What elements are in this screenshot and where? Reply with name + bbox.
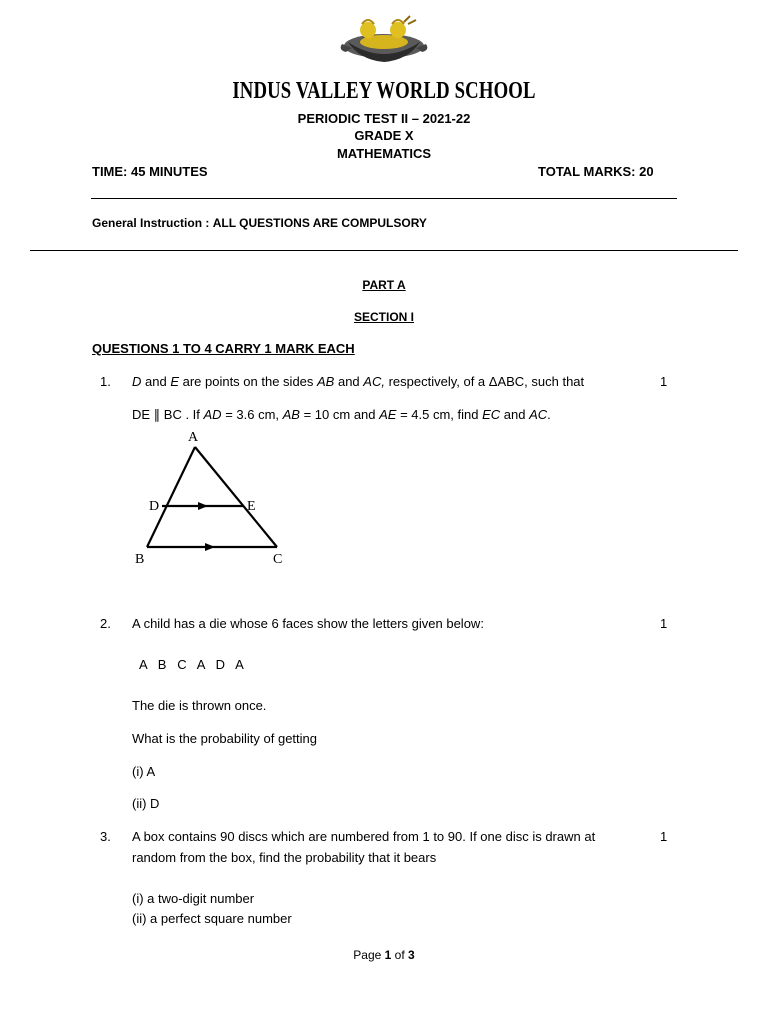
var-ab: AB xyxy=(282,407,300,422)
var-ec: EC xyxy=(482,407,501,422)
school-logo xyxy=(338,14,430,72)
exam-time: TIME: 45 MINUTES xyxy=(92,164,208,179)
var-d: D xyxy=(132,374,142,389)
question-3-part-ii: (ii) a perfect square number xyxy=(132,911,292,926)
instruction-label: General Instruction : xyxy=(92,216,210,230)
var-e: E xyxy=(170,374,179,389)
page-of: of xyxy=(391,948,409,962)
die-letters: A B C A D A xyxy=(139,657,244,672)
question-2-marks: 1 xyxy=(660,616,668,631)
question-heading: QUESTIONS 1 TO 4 CARRY 1 MARK EACH xyxy=(92,341,355,356)
var-ac: AC, xyxy=(363,374,385,389)
question-2-part-ii: (ii) D xyxy=(132,796,160,811)
text: = 3.6 cm, xyxy=(221,407,283,422)
side-ab xyxy=(147,447,195,547)
page-number xyxy=(0,948,768,962)
header-divider xyxy=(91,198,677,199)
school-name: INDUS VALLEY WORLD SCHOOL xyxy=(232,78,536,104)
page-total: 3 xyxy=(408,948,415,962)
grade: GRADE X xyxy=(354,128,414,143)
page-prefix: Page xyxy=(353,948,385,962)
text: DE ∥ BC . If xyxy=(132,407,204,422)
arrow-bc xyxy=(205,543,215,551)
question-3-number: 3. xyxy=(100,829,111,844)
label-d: D xyxy=(149,499,160,514)
question-1-number: 1. xyxy=(100,374,111,389)
text: = 10 cm and xyxy=(299,407,380,422)
instruction-text: ALL QUESTIONS ARE COMPULSORY xyxy=(212,216,427,230)
page-current: 1 xyxy=(384,948,392,962)
label-b: B xyxy=(135,552,145,567)
text: and xyxy=(500,407,530,422)
school-name-wrap xyxy=(0,78,768,105)
arrow-de xyxy=(198,502,208,510)
question-3-marks: 1 xyxy=(660,829,668,844)
label-a: A xyxy=(188,430,199,445)
triangle-figure xyxy=(125,425,295,575)
test-name: PERIODIC TEST II – 2021-22 xyxy=(297,111,471,126)
question-2-text: A child has a die whose 6 faces show the letters given below: xyxy=(132,616,484,631)
question-1-line-2 xyxy=(132,407,551,423)
question-3-line-1: A box contains 90 discs which are numbered from 1 to 90. If one disc is drawn at xyxy=(132,829,596,844)
text: and xyxy=(141,374,171,389)
text: and xyxy=(334,374,364,389)
text: are points on the sides xyxy=(178,374,318,389)
general-instruction xyxy=(92,216,427,230)
var-ae: AE xyxy=(379,407,397,422)
section-heading: SECTION I xyxy=(353,310,414,324)
question-3-line-2: random from the box, find the probability that it bears xyxy=(132,850,437,865)
var-ad: AD xyxy=(203,407,222,422)
label-c: C xyxy=(273,552,283,567)
question-2-number: 2. xyxy=(100,616,111,631)
question-2-line-3: The die is thrown once. xyxy=(132,698,267,713)
label-e: E xyxy=(247,499,256,514)
subject: MATHEMATICS xyxy=(336,146,432,161)
question-2-part-i: (i) A xyxy=(132,764,156,779)
question-3-part-i: (i) a two-digit number xyxy=(132,891,255,906)
total-marks: TOTAL MARKS: 20 xyxy=(538,164,654,179)
part-heading: PART A xyxy=(362,278,406,292)
var-ab: AB xyxy=(317,374,335,389)
side-ac xyxy=(195,447,277,547)
var-ac: AC xyxy=(529,407,548,422)
text: . xyxy=(547,407,551,422)
instruction-divider xyxy=(30,250,738,251)
question-2-line-4: What is the probability of getting xyxy=(132,731,317,746)
question-1-line-1 xyxy=(132,374,584,389)
question-1-marks: 1 xyxy=(660,374,668,389)
text: = 4.5 cm, find xyxy=(396,407,483,422)
text: respectively, of a ΔABC, such that xyxy=(384,374,585,389)
